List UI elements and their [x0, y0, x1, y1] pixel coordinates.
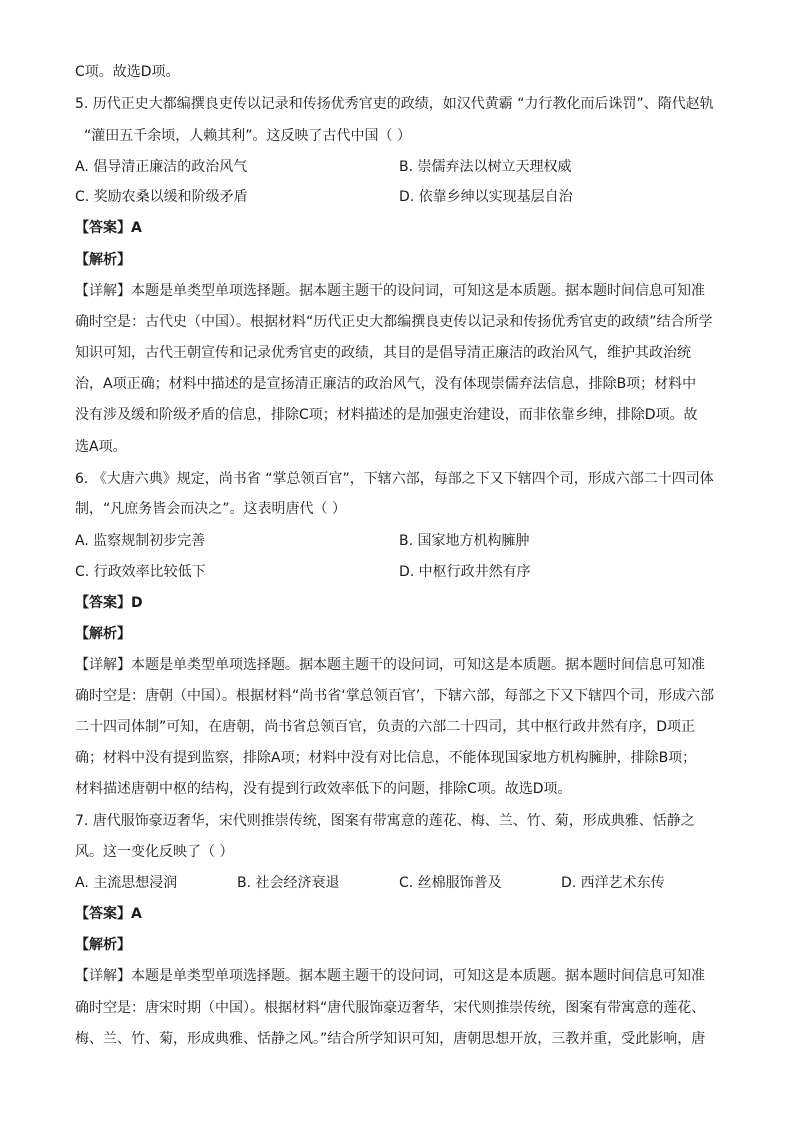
q5-stem-line-2: “灌田五千余顷，人赖其利”。这反映了古代中国（ ） — [84, 128, 411, 144]
q6-analysis-label: 【解析】 — [75, 626, 131, 642]
q7-stem-line-2: 风。这一变化反映了（ ） — [75, 844, 234, 860]
intro-line: C项。故选D项。 — [75, 64, 180, 80]
q5-detail-line: 没有涉及缓和阶级矛盾的信息，排除C项；材料描述的是加强吏治建设，而非依靠乡绅，排除D项。故 — [75, 407, 698, 423]
q7-detail-line: 确时空是：唐宋时期（中国）。根据材料“唐代服饰豪迈奢华，宋代则推崇传统，图案有带寓意的莲花、 — [75, 1000, 706, 1016]
q7-detail-line: 梅、兰、竹、菊，形成典雅、恬静之风。”结合所学知识可知，唐朝思想开放，三教并重，受此影响，唐 — [75, 1031, 706, 1047]
q5-detail-line: 确时空是：古代史（中国）。根据材料“历代正史大都编撰良吏传以记录和传扬优秀官吏的政绩”结合所学 — [75, 314, 713, 330]
q6-answer: 【答案】D — [75, 595, 143, 611]
q5-detail-line: 【详解】本题是单类型单项选择题。据本题主题干的设问词，可知这是本质题。据本题时间信息可知准 — [75, 283, 705, 299]
q5-detail-line: 知识可知，古代王朝宣传和记录优秀官吏的政绩，其目的是倡导清正廉洁的政治风气，维护其政治统 — [75, 345, 691, 361]
q5-stem-line-1: 5. 历代正史大都编撰良吏传以记录和传扬优秀官吏的政绩，如汉代黄霸 “力行教化而后诛罚”、隋代赵轨 — [75, 96, 714, 112]
q7-option-d: D. 西洋艺术东传 — [561, 875, 665, 891]
q7-option-a: A. 主流思想浸润 — [75, 875, 178, 891]
q7-stem-line-1: 7. 唐代服饰豪迈奢华，宋代则推崇传统，图案有带寓意的莲花、梅、兰、竹、菊，形成典雅、恬静之 — [75, 813, 695, 829]
q5-option-c: C. 奖励农桑以缓和阶级矛盾 — [75, 189, 248, 205]
q7-option-c: C. 丝棉服饰普及 — [399, 875, 502, 891]
q5-option-d: D. 依靠乡绅以实现基层自治 — [399, 189, 573, 205]
q6-option-b: B. 国家地方机构臃肿 — [399, 533, 530, 549]
q6-stem-line-1: 6. 《大唐六典》规定，尚书省 “掌总领百官”，下辖六部，每部之下又下辖四个司，形成六部二十四司体 — [75, 471, 714, 487]
q6-detail-line: 材料描述唐朝中枢的结构，没有提到行政效率低下的问题，排除C项。故选D项。 — [75, 781, 572, 797]
q5-detail-line: 治，A项正确；材料中描述的是宣扬清正廉洁的政治风气，没有体现崇儒弃法信息，排除B项；材料中 — [75, 376, 697, 392]
q7-detail-line: 【详解】本题是单类型单项选择题。据本题主题干的设问词，可知这是本质题。据本题时间信息可知准 — [75, 968, 705, 984]
q6-detail-line: 【详解】本题是单类型单项选择题。据本题主题干的设问词，可知这是本质题。据本题时间信息可知准 — [75, 657, 705, 673]
q6-stem-line-2: 制，“凡庶务皆会而决之”。这表明唐代（ ） — [75, 501, 346, 517]
q7-option-b: B. 社会经济衰退 — [237, 875, 340, 891]
q7-answer: 【答案】A — [75, 906, 142, 922]
q6-option-a: A. 监察规制初步完善 — [75, 533, 206, 549]
q7-analysis-label: 【解析】 — [75, 937, 131, 953]
q5-detail-line: 选A项。 — [75, 439, 127, 455]
q6-detail-line: 二十四司体制”可知，在唐朝，尚书省总领百官，负责的六部二十四司，其中枢行政井然有序，D项正 — [75, 719, 696, 735]
q6-option-d: D. 中枢行政井然有序 — [399, 564, 531, 580]
q6-detail-line: 确；材料中没有提到监察，排除A项；材料中没有对比信息，不能体现国家地方机构臃肿，排除B项； — [75, 750, 697, 766]
q5-analysis-label: 【解析】 — [75, 252, 131, 268]
q5-option-b: B. 崇儒弃法以树立天理权威 — [399, 159, 572, 175]
q6-option-c: C. 行政效率比较低下 — [75, 564, 206, 580]
q6-detail-line: 确时空是：唐朝（中国）。根据材料“尚书省‘掌总领百官’，下辖六部，每部之下又下辖四个司，形成六部 — [75, 688, 715, 704]
q5-answer: 【答案】A — [75, 220, 142, 236]
q5-option-a: A. 倡导清正廉洁的政治风气 — [75, 159, 248, 175]
